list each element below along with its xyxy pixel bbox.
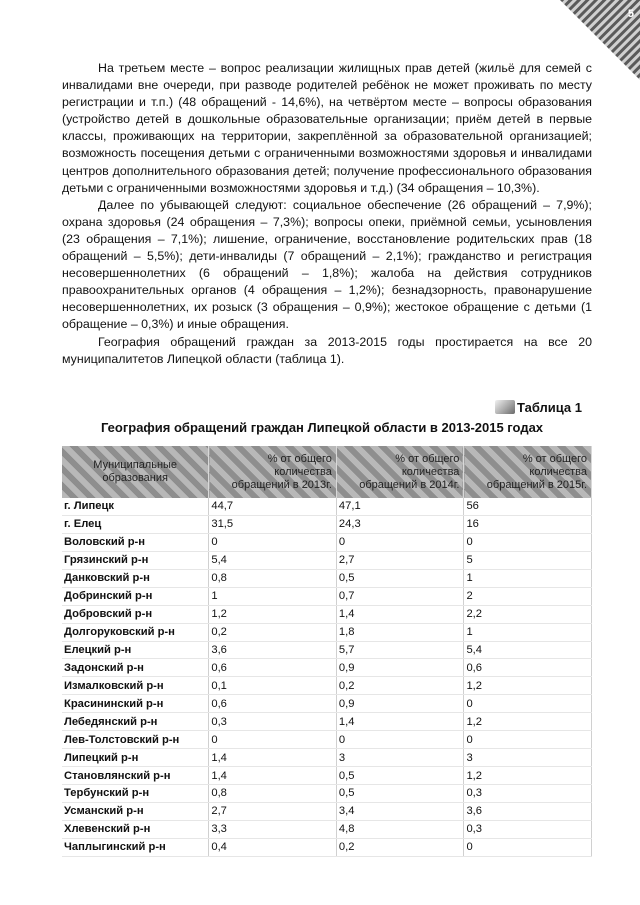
- value-2013-cell: 1,4: [209, 767, 337, 785]
- municipality-cell: Тербунский р-н: [62, 785, 209, 803]
- value-2014-cell: 4,8: [336, 820, 464, 838]
- value-2013-cell: 1: [209, 587, 337, 605]
- municipality-cell: Чаплыгинский р-н: [62, 838, 209, 856]
- value-2015-cell: 0,6: [464, 659, 592, 677]
- value-2014-cell: 1,4: [336, 713, 464, 731]
- value-2015-cell: 0: [464, 838, 592, 856]
- value-2013-cell: 1,2: [209, 605, 337, 623]
- value-2015-cell: 1,2: [464, 677, 592, 695]
- page-number: 5: [627, 8, 634, 20]
- value-2014-cell: 0,2: [336, 838, 464, 856]
- value-2013-cell: 31,5: [209, 515, 337, 533]
- value-2013-cell: 0: [209, 731, 337, 749]
- value-2014-cell: 1,8: [336, 623, 464, 641]
- table-header-row: [62, 446, 592, 498]
- value-2013-cell: 3,6: [209, 641, 337, 659]
- table-row: [62, 587, 592, 605]
- value-2014-cell: 0,7: [336, 587, 464, 605]
- municipality-cell: Лев-Толстовский р-н: [62, 731, 209, 749]
- municipality-cell: Воловский р-н: [62, 533, 209, 551]
- value-2014-cell: 24,3: [336, 515, 464, 533]
- value-2015-cell: 0,3: [464, 785, 592, 803]
- value-2013-cell: 1,4: [209, 749, 337, 767]
- header-2013: % от общего количества обращений в 2013г.: [209, 446, 337, 498]
- table-row: [62, 838, 592, 856]
- municipality-cell: Измалковский р-н: [62, 677, 209, 695]
- municipality-cell: Красининский р-н: [62, 695, 209, 713]
- table-row: [62, 749, 592, 767]
- table-row: [62, 802, 592, 820]
- value-2013-cell: 0,1: [209, 677, 337, 695]
- municipality-cell: Добринский р-н: [62, 587, 209, 605]
- table-row: [62, 677, 592, 695]
- geography-table: [62, 446, 592, 857]
- value-2014-cell: 0,5: [336, 767, 464, 785]
- value-2015-cell: 2: [464, 587, 592, 605]
- table-row: [62, 731, 592, 749]
- municipality-cell: Данковский р-н: [62, 569, 209, 587]
- value-2015-cell: 0: [464, 695, 592, 713]
- value-2015-cell: 0: [464, 533, 592, 551]
- table-row: [62, 820, 592, 838]
- table-row: [62, 659, 592, 677]
- municipality-cell: Добровский р-н: [62, 605, 209, 623]
- table-row: [62, 498, 592, 515]
- value-2014-cell: 0,9: [336, 659, 464, 677]
- municipality-cell: Усманский р-н: [62, 802, 209, 820]
- municipality-cell: Хлевенский р-н: [62, 820, 209, 838]
- table-row: [62, 551, 592, 569]
- value-2013-cell: 0,4: [209, 838, 337, 856]
- value-2014-cell: 0: [336, 533, 464, 551]
- table-icon: [495, 400, 515, 414]
- municipality-cell: г. Елец: [62, 515, 209, 533]
- header-2014: % от общего количества обращений в 2014г.: [336, 446, 464, 498]
- value-2013-cell: 0,6: [209, 659, 337, 677]
- value-2014-cell: 1,4: [336, 605, 464, 623]
- value-2014-cell: 0,2: [336, 677, 464, 695]
- value-2013-cell: 0,6: [209, 695, 337, 713]
- paragraph: Далее по убывающей следуют: социальное обеспечение (26 обращений – 7,9%); охрана здоровья (24 обращения – 7,3%); вопросы опеки, приёмной семьи, усыновления (23 обращения – 7,1%); лишение, ограничение, восстановление родительских прав (18 обращений – 5,5%); дети-инвалиды (7 обращений – 2,1%); гражданство и регистрация несовершеннолетних (6 обращений – 1,8%); жалоба на действия сотрудников правоохранительных органов (4 обращения – 1,2%); безнадзорность, правонарушение несовершеннолетних, их розыск (3 обращения – 0,9%); жестокое обращение с детьми (1 обращение – 0,3%) и иные обращения.: [62, 197, 592, 332]
- table-row: [62, 569, 592, 587]
- table-row: [62, 623, 592, 641]
- value-2015-cell: 3,6: [464, 802, 592, 820]
- value-2014-cell: 3: [336, 749, 464, 767]
- value-2014-cell: 0: [336, 731, 464, 749]
- value-2013-cell: 0: [209, 533, 337, 551]
- header-2015: % от общего количества обращений в 2015г.: [464, 446, 592, 498]
- value-2015-cell: 1: [464, 623, 592, 641]
- table-row: [62, 515, 592, 533]
- value-2015-cell: 1,2: [464, 767, 592, 785]
- table-row: [62, 785, 592, 803]
- municipality-cell: Задонский р-н: [62, 659, 209, 677]
- value-2015-cell: 0,3: [464, 820, 592, 838]
- value-2014-cell: 3,4: [336, 802, 464, 820]
- municipality-cell: Липецкий р-н: [62, 749, 209, 767]
- table-row: [62, 605, 592, 623]
- table-caption: [62, 400, 582, 415]
- table-row: [62, 713, 592, 731]
- value-2013-cell: 0,8: [209, 569, 337, 587]
- value-2013-cell: 3,3: [209, 820, 337, 838]
- value-2013-cell: 0,8: [209, 785, 337, 803]
- table-caption-label: Таблица 1: [516, 400, 582, 415]
- value-2014-cell: 47,1: [336, 498, 464, 515]
- municipality-cell: Долгоруковский р-н: [62, 623, 209, 641]
- value-2014-cell: 0,5: [336, 785, 464, 803]
- value-2013-cell: 0,2: [209, 623, 337, 641]
- value-2014-cell: 5,7: [336, 641, 464, 659]
- municipality-cell: Елецкий р-н: [62, 641, 209, 659]
- value-2014-cell: 2,7: [336, 551, 464, 569]
- value-2014-cell: 0,9: [336, 695, 464, 713]
- header-municipality: Муниципальные образования: [62, 446, 209, 498]
- value-2015-cell: 2,2: [464, 605, 592, 623]
- table-row: [62, 695, 592, 713]
- table-row: [62, 641, 592, 659]
- body-text: [62, 60, 592, 368]
- value-2015-cell: 56: [464, 498, 592, 515]
- municipality-cell: г. Липецк: [62, 498, 209, 515]
- municipality-cell: Становлянский р-н: [62, 767, 209, 785]
- table-row: [62, 767, 592, 785]
- municipality-cell: Лебедянский р-н: [62, 713, 209, 731]
- value-2015-cell: 0: [464, 731, 592, 749]
- value-2015-cell: 5: [464, 551, 592, 569]
- value-2015-cell: 1,2: [464, 713, 592, 731]
- value-2015-cell: 3: [464, 749, 592, 767]
- table-title: География обращений граждан Липецкой области в 2013-2015 годах: [100, 420, 544, 435]
- paragraph: География обращений граждан за 2013-2015 годы простирается на все 20 муниципалитетов Липецкой области (таблица 1).: [62, 334, 592, 366]
- value-2015-cell: 16: [464, 515, 592, 533]
- value-2014-cell: 0,5: [336, 569, 464, 587]
- value-2013-cell: 0,3: [209, 713, 337, 731]
- paragraph: На третьем месте – вопрос реализации жилищных прав детей (жильё для семей с инвалидами вне очереди, при разводе родителей ребёнок не может проживать по месту регистрации и т.п.) (48 обращений - 14,6%), на четвёртом месте – вопросы образования (устройство детей в дошкольные образовательные организации; приём детей в первые классы, проживающих на территории, закреплённой за образовательной организацией; возможность посещения детьми с ограниченными возможностями здоровья и инвалидами центров дополнительного образования детей; получение профессионального образования детьми с ограниченными возможностями здоровья и т.д.) (34 обращения – 10,3%).: [62, 61, 592, 195]
- value-2015-cell: 5,4: [464, 641, 592, 659]
- value-2013-cell: 2,7: [209, 802, 337, 820]
- value-2015-cell: 1: [464, 569, 592, 587]
- municipality-cell: Грязинский р-н: [62, 551, 209, 569]
- table-row: [62, 533, 592, 551]
- table-body: [62, 498, 592, 856]
- value-2013-cell: 5,4: [209, 551, 337, 569]
- value-2013-cell: 44,7: [209, 498, 337, 515]
